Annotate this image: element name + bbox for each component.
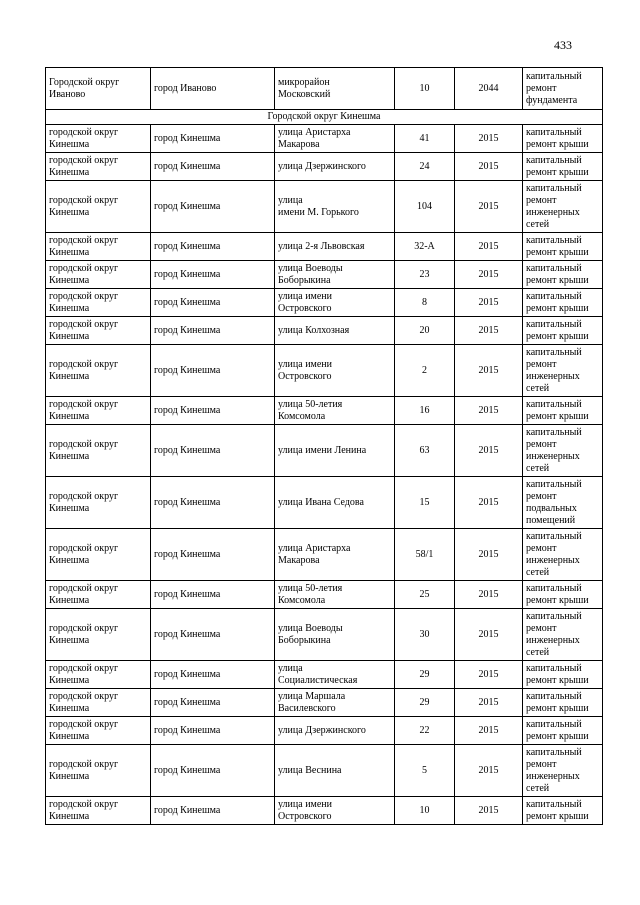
- table-row: [46, 233, 603, 261]
- work-cell: капитальный ремонт инженерных сетей: [526, 346, 582, 394]
- repair-register-table: [45, 67, 603, 825]
- table-row: [46, 661, 603, 689]
- city-cell: город Кинешма: [154, 588, 221, 600]
- city-cell: город Кинешма: [154, 296, 221, 308]
- street-cell: микрорайон Московский: [278, 76, 331, 100]
- okrug-cell: городской округ Кинешма: [49, 262, 119, 286]
- okrug-cell: городской округ Кинешма: [49, 542, 119, 566]
- year-cell: 2015: [478, 364, 499, 376]
- house-cell: 63: [419, 444, 430, 456]
- city-cell: город Кинешма: [154, 496, 221, 508]
- work-cell: капитальный ремонт подвальных помещений: [526, 478, 582, 526]
- table-row: [46, 345, 603, 397]
- year-cell: 2015: [478, 240, 499, 252]
- city-cell: город Кинешма: [154, 696, 221, 708]
- house-cell: 10: [419, 804, 430, 816]
- year-cell: 2015: [478, 132, 499, 144]
- table-row: [46, 717, 603, 745]
- okrug-cell: городской округ Кинешма: [49, 622, 119, 646]
- street-cell: улица 50-летия Комсомола: [278, 582, 343, 606]
- house-cell: 30: [419, 628, 430, 640]
- year-cell: 2015: [478, 804, 499, 816]
- table-row: [46, 181, 603, 233]
- work-cell: капитальный ремонт крыши: [526, 234, 589, 258]
- table-row: [46, 745, 603, 797]
- table-row: [46, 425, 603, 477]
- table-row: [46, 289, 603, 317]
- street-cell: улица Социалистическая: [278, 662, 358, 686]
- house-cell: 15: [419, 496, 430, 508]
- okrug-cell: городской округ Кинешма: [49, 358, 119, 382]
- year-cell: 2015: [478, 200, 499, 212]
- okrug-cell: городской округ Кинешма: [49, 438, 119, 462]
- street-cell: улица имени Ленина: [278, 444, 367, 456]
- city-cell: город Кинешма: [154, 724, 221, 736]
- okrug-cell: городской округ Кинешма: [49, 718, 119, 742]
- street-cell: улица Колхозная: [278, 324, 350, 336]
- table-row: [46, 609, 603, 661]
- work-cell: капитальный ремонт инженерных сетей: [526, 530, 582, 578]
- house-cell: 104: [417, 200, 432, 212]
- work-cell: капитальный ремонт крыши: [526, 718, 589, 742]
- section-header-row: [46, 110, 603, 125]
- city-cell: город Кинешма: [154, 444, 221, 456]
- work-cell: капитальный ремонт инженерных сетей: [526, 610, 582, 658]
- year-cell: 2015: [478, 696, 499, 708]
- street-cell: улица имени Островского: [278, 798, 333, 822]
- section-title: Городской округ Кинешма: [267, 111, 381, 122]
- work-cell: капитальный ремонт крыши: [526, 798, 589, 822]
- street-cell: улица Дзержинского: [278, 724, 366, 736]
- work-cell: капитальный ремонт крыши: [526, 318, 589, 342]
- work-cell: капитальный ремонт крыши: [526, 126, 589, 150]
- street-cell: улица имени Островского: [278, 290, 333, 314]
- year-cell: 2044: [478, 82, 499, 94]
- house-cell: 5: [422, 764, 427, 776]
- table-row: [46, 477, 603, 529]
- city-cell: город Кинешма: [154, 628, 221, 640]
- house-cell: 29: [419, 668, 430, 680]
- table-row: [46, 581, 603, 609]
- house-cell: 41: [419, 132, 430, 144]
- work-cell: капитальный ремонт крыши: [526, 690, 589, 714]
- okrug-cell: городской округ Кинешма: [49, 154, 119, 178]
- year-cell: 2015: [478, 724, 499, 736]
- house-cell: 20: [419, 324, 430, 336]
- work-cell: капитальный ремонт крыши: [526, 582, 589, 606]
- house-cell: 32-А: [414, 240, 435, 252]
- okrug-cell: городской округ Кинешма: [49, 798, 119, 822]
- street-cell: улица Дзержинского: [278, 160, 366, 172]
- street-cell: улица имени Островского: [278, 358, 333, 382]
- house-cell: 25: [419, 588, 430, 600]
- house-cell: 22: [419, 724, 430, 736]
- table-row: [46, 529, 603, 581]
- work-cell: капитальный ремонт инженерных сетей: [526, 182, 582, 230]
- city-cell: город Кинешма: [154, 132, 221, 144]
- house-cell: 8: [422, 296, 427, 308]
- city-cell: город Кинешма: [154, 668, 221, 680]
- year-cell: 2015: [478, 268, 499, 280]
- table-row: [46, 261, 603, 289]
- house-cell: 16: [419, 404, 430, 416]
- street-cell: улица имени М. Горького: [278, 194, 359, 218]
- okrug-cell: городской округ Кинешма: [49, 662, 119, 686]
- year-cell: 2015: [478, 444, 499, 456]
- house-cell: 10: [419, 82, 430, 94]
- city-cell: город Кинешма: [154, 364, 221, 376]
- work-cell: капитальный ремонт инженерных сетей: [526, 426, 582, 474]
- table-row: [46, 317, 603, 345]
- city-cell: город Кинешма: [154, 324, 221, 336]
- city-cell: город Кинешма: [154, 240, 221, 252]
- table-row: [46, 68, 603, 110]
- city-cell: город Кинешма: [154, 548, 221, 560]
- street-cell: улица Ивана Седова: [278, 496, 364, 508]
- street-cell: улица Веснина: [278, 764, 342, 776]
- city-cell: город Кинешма: [154, 764, 221, 776]
- okrug-cell: городской округ Кинешма: [49, 690, 119, 714]
- okrug-cell: городской округ Кинешма: [49, 126, 119, 150]
- city-cell: город Кинешма: [154, 160, 221, 172]
- city-cell: город Кинешма: [154, 200, 221, 212]
- table-row: [46, 797, 603, 825]
- year-cell: 2015: [478, 668, 499, 680]
- work-cell: капитальный ремонт крыши: [526, 398, 589, 422]
- okrug-cell: городской округ Кинешма: [49, 758, 119, 782]
- table-row: [46, 689, 603, 717]
- city-cell: город Кинешма: [154, 804, 221, 816]
- work-cell: капитальный ремонт крыши: [526, 662, 589, 686]
- house-cell: 29: [419, 696, 430, 708]
- street-cell: улица Маршала Василевского: [278, 690, 346, 714]
- city-cell: город Иваново: [154, 82, 217, 94]
- work-cell: капитальный ремонт крыши: [526, 290, 589, 314]
- okrug-cell: городской округ Кинешма: [49, 490, 119, 514]
- table-row: [46, 125, 603, 153]
- work-cell: капитальный ремонт инженерных сетей: [526, 746, 582, 794]
- table-row: [46, 153, 603, 181]
- okrug-cell: городской округ Кинешма: [49, 318, 119, 342]
- year-cell: 2015: [478, 324, 499, 336]
- year-cell: 2015: [478, 588, 499, 600]
- okrug-cell: городской округ Кинешма: [49, 290, 119, 314]
- okrug-cell: Городской округ Иваново: [49, 76, 120, 100]
- house-cell: 24: [419, 160, 430, 172]
- street-cell: улица 2-я Львовская: [278, 240, 365, 252]
- page-number: 433: [554, 38, 572, 52]
- year-cell: 2015: [478, 404, 499, 416]
- house-cell: 23: [419, 268, 430, 280]
- year-cell: 2015: [478, 496, 499, 508]
- house-cell: 2: [422, 364, 427, 376]
- street-cell: улица Аристарха Макарова: [278, 542, 351, 566]
- okrug-cell: городской округ Кинешма: [49, 234, 119, 258]
- work-cell: капитальный ремонт крыши: [526, 154, 589, 178]
- year-cell: 2015: [478, 764, 499, 776]
- table-row: [46, 397, 603, 425]
- year-cell: 2015: [478, 160, 499, 172]
- okrug-cell: городской округ Кинешма: [49, 398, 119, 422]
- okrug-cell: городской округ Кинешма: [49, 194, 119, 218]
- street-cell: улица 50-летия Комсомола: [278, 398, 343, 422]
- work-cell: капитальный ремонт крыши: [526, 262, 589, 286]
- okrug-cell: городской округ Кинешма: [49, 582, 119, 606]
- house-cell: 58/1: [415, 548, 434, 560]
- year-cell: 2015: [478, 296, 499, 308]
- work-cell: капитальный ремонт фундамента: [526, 70, 582, 106]
- year-cell: 2015: [478, 548, 499, 560]
- city-cell: город Кинешма: [154, 268, 221, 280]
- street-cell: улица Воеводы Боборыкина: [278, 622, 343, 646]
- city-cell: город Кинешма: [154, 404, 221, 416]
- street-cell: улица Аристарха Макарова: [278, 126, 351, 150]
- street-cell: улица Воеводы Боборыкина: [278, 262, 343, 286]
- year-cell: 2015: [478, 628, 499, 640]
